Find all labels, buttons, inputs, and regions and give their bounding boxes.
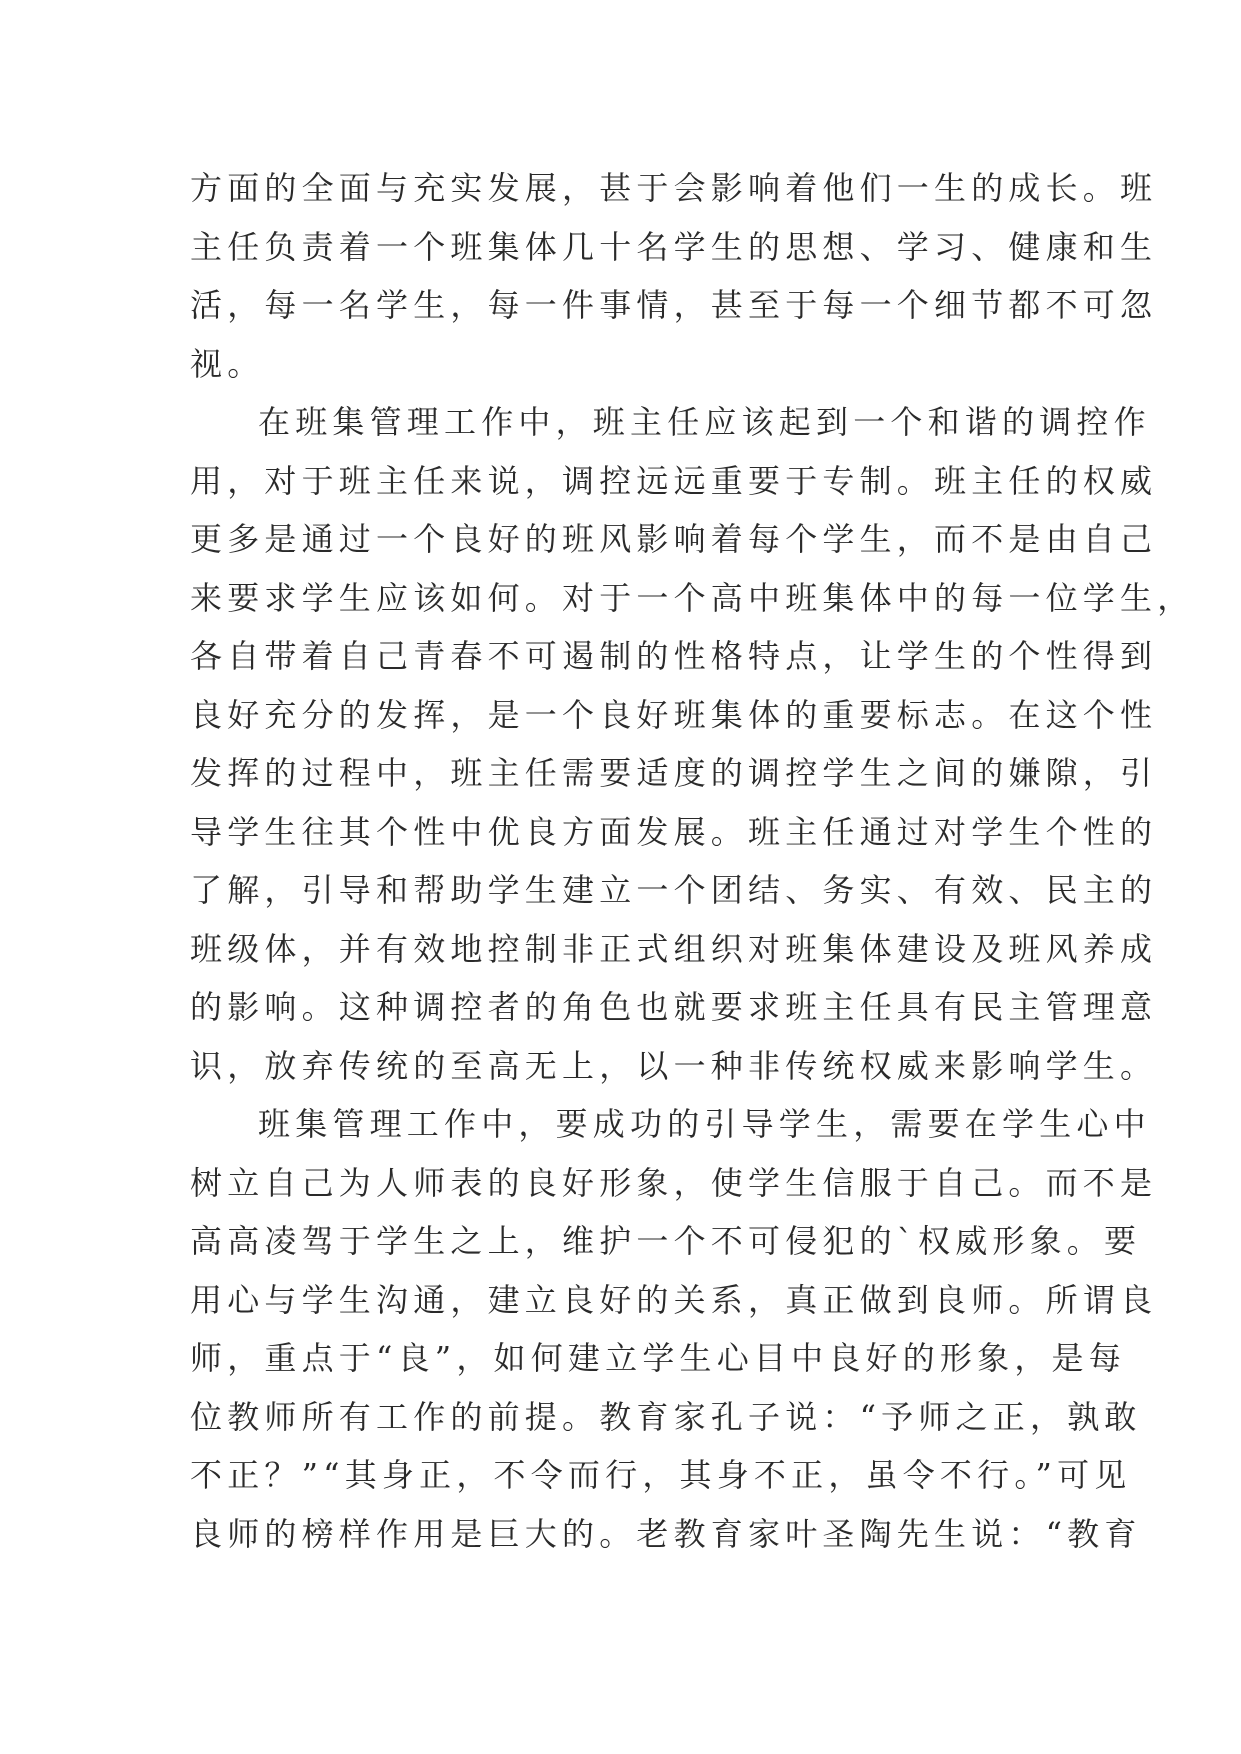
text-line: 了解，引导和帮助学生建立一个团结、务实、有效、民主的	[190, 871, 1158, 909]
text-line: 更多是通过一个良好的班风影响着每个学生，而不是由自己	[190, 520, 1158, 558]
text-line: 活，每一名学生，每一件事情，甚至于每一个细节都不可忽	[190, 286, 1158, 324]
text-line: 发挥的过程中，班主任需要适度的调控学生之间的嫌隙，引	[190, 754, 1158, 792]
text-line: 高高凌驾于学生之上，维护一个不可侵犯的`权威形象。要	[190, 1222, 1142, 1260]
text-line: 树立自己为人师表的良好形象，使学生信服于自己。而不是	[190, 1163, 1158, 1202]
text-line: 识，放弃传统的至高无上，以一种非传统权威来影响学生。	[190, 1046, 1158, 1085]
text-line: 班级体，并有效地控制非正式组织对班集体建设及班风养成	[190, 929, 1158, 968]
text-line: 师，重点于“良”，如何建立学生心目中良好的形象，是每	[190, 1339, 1126, 1377]
body-text	[190, 159, 1195, 1563]
text-line: 主任负责着一个班集体几十名学生的思想、学习、健康和生	[190, 227, 1158, 266]
text-line: 良师的榜样作用是巨大的。老教育家叶圣陶先生说：“教育	[190, 1514, 1142, 1553]
text-line: 不正？”“其身正，不令而行，其身不正，虽令不行。”可见	[190, 1456, 1132, 1494]
paragraph-start-line: 班集管理工作中，要成功的引导学生，需要在学生心中	[258, 1105, 1151, 1143]
text-line: 视。	[190, 344, 265, 383]
text-line: 用，对于班主任来说，调控远远重要于专制。班主任的权威	[190, 461, 1158, 500]
text-line: 方面的全面与充实发展，甚于会影响着他们一生的成长。班	[190, 169, 1158, 207]
text-line: 用心与学生沟通，建立良好的关系，真正做到良师。所谓良	[190, 1280, 1158, 1319]
text-line: 导学生往其个性中优良方面发展。班主任通过对学生个性的	[190, 812, 1158, 851]
text-line: 良好充分的发挥，是一个良好班集体的重要标志。在这个性	[190, 695, 1158, 734]
text-line: 来要求学生应该如何。对于一个高中班集体中的每一位学生，	[190, 578, 1195, 617]
paragraph-start-line: 在班集管理工作中，班主任应该起到一个和谐的调控作	[258, 403, 1151, 441]
text-line: 各自带着自己青春不可遏制的性格特点，让学生的个性得到	[190, 637, 1158, 675]
text-line: 位教师所有工作的前提。教育家孔子说：“予师之正，孰敢	[190, 1397, 1142, 1436]
text-line: 的影响。这种调控者的角色也就要求班主任具有民主管理意	[190, 988, 1158, 1026]
